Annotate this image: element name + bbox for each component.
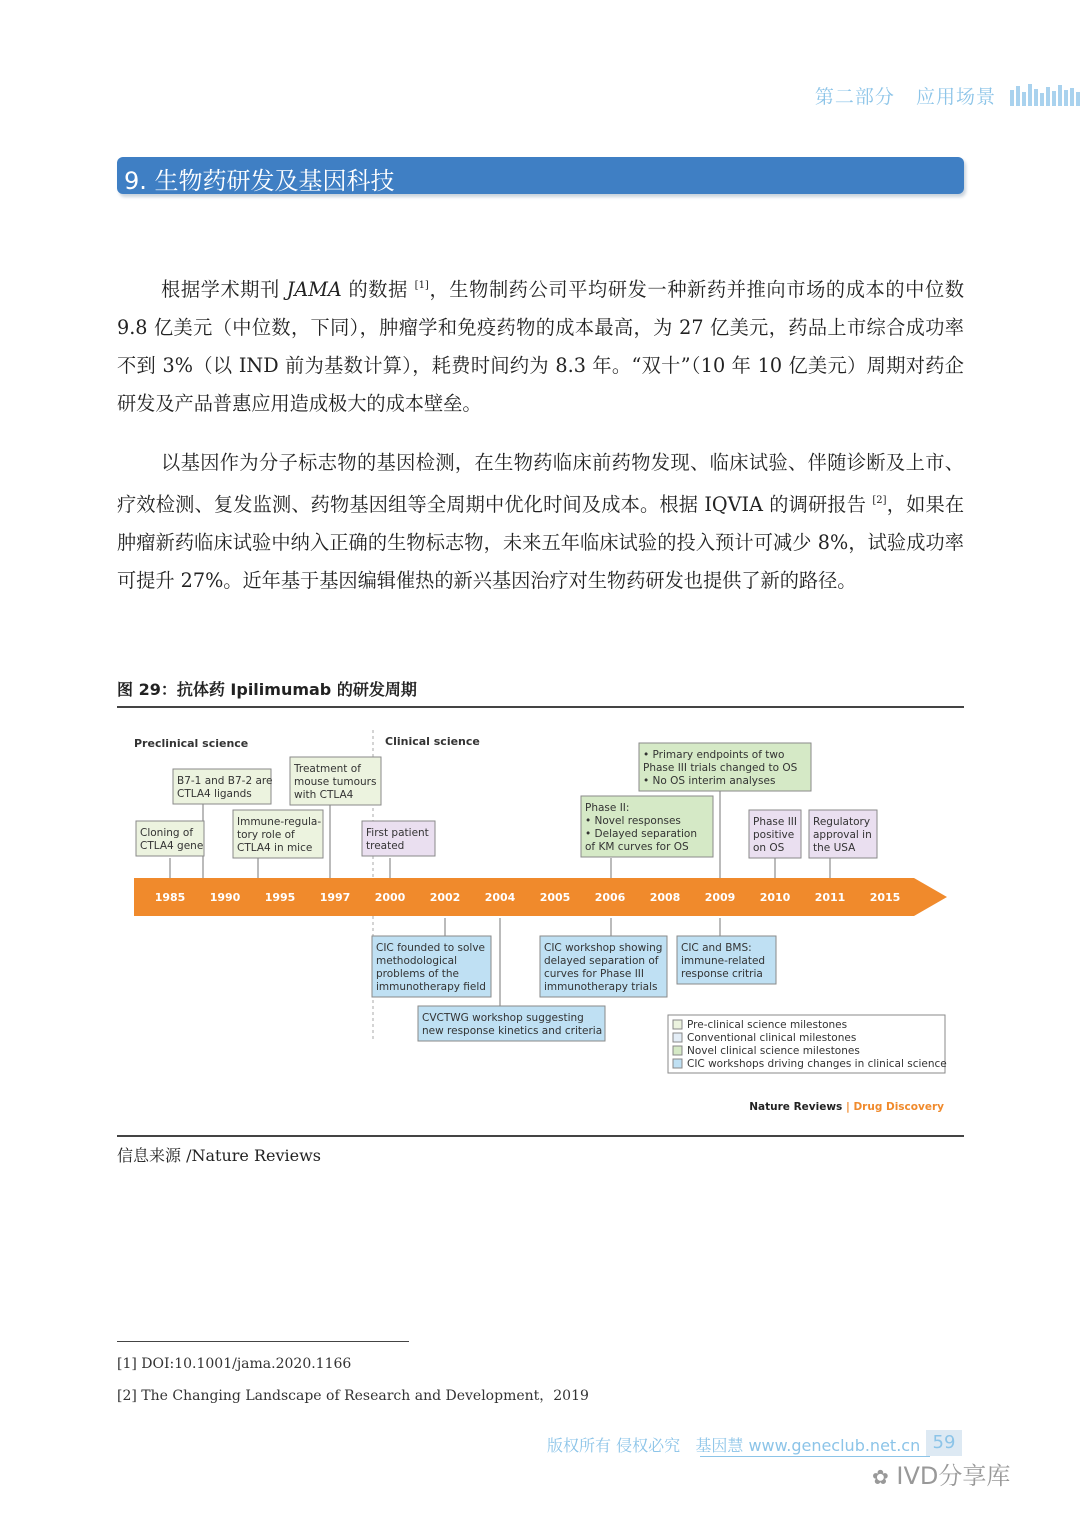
journal-name: JAMA bbox=[286, 278, 342, 301]
box-line-first-1: treated bbox=[366, 840, 405, 852]
box-line-phase3-2: on OS bbox=[753, 842, 785, 854]
box-line-immune-2: CTLA4 in mice bbox=[237, 842, 313, 854]
wechat-icon: ✿ bbox=[872, 1465, 889, 1489]
box-b7-ligands bbox=[173, 769, 272, 804]
box-line-cloning-1: CTLA4 gene bbox=[140, 840, 204, 852]
box-line-cic_bms-1: immune-related bbox=[681, 955, 766, 967]
box-cic-bms bbox=[677, 936, 776, 984]
box-line-regulatory-2: the USA bbox=[813, 842, 856, 854]
timeline-figure bbox=[117, 712, 964, 1132]
box-primary-endpoints bbox=[639, 743, 811, 791]
header-bars-decoration bbox=[1010, 84, 1080, 106]
figure-bottom-rule bbox=[117, 1135, 964, 1137]
section-title: 9. 生物药研发及基因科技 bbox=[124, 167, 395, 195]
box-line-cic_bms-0: CIC and BMS: bbox=[681, 942, 752, 954]
box-line-phase3-1: positive bbox=[753, 829, 795, 841]
paragraph-2: 以基因作为分子标志物的基因检测，在生物药临床前药物发现、临床试验、伴随诊断及上市、疗效检测、复发监测、药物基因组等全周期中优化时间及成本。根据 IQVIA 的调研报告 [2]，如果在肿瘤新药临床试验中纳入正确的生物标志物，未来五年临床试验的投入预计可减少 8%，试验成功率可提升 27%。近年基于基因编辑催热的新兴基因治疗对生物药研发也提供了新的路径。 bbox=[117, 451, 965, 592]
box-line-cic_workshop-3: immunotherapy trials bbox=[544, 981, 658, 993]
box-phase3-positive bbox=[749, 810, 801, 858]
year-label-2004: 2004 bbox=[484, 891, 516, 904]
box-line-primary-0: • Primary endpoints of two bbox=[643, 749, 785, 761]
box-line-cic_founded-1: methodological bbox=[376, 955, 458, 967]
running-header bbox=[815, 82, 996, 109]
ref-2: [2] bbox=[872, 495, 887, 506]
box-phase2 bbox=[581, 796, 713, 857]
figure-legend bbox=[668, 1015, 947, 1073]
footer-copyright: 版权所有 侵权必究 bbox=[547, 1436, 681, 1455]
year-label-2006: 2006 bbox=[594, 891, 626, 904]
box-line-cic_workshop-0: CIC workshop showing bbox=[544, 942, 663, 954]
page-number: 59 bbox=[926, 1430, 962, 1456]
box-line-phase2-3: of KM curves for OS bbox=[585, 841, 689, 853]
box-cvctwg-workshop bbox=[418, 1006, 605, 1041]
year-label-1990: 1990 bbox=[209, 891, 241, 904]
figure-caption: 图 29：抗体药 Ipilimumab 的研发周期 bbox=[117, 680, 417, 699]
box-treatment-mouse bbox=[290, 757, 381, 805]
box-line-cic_bms-2: response critria bbox=[681, 968, 763, 980]
box-line-phase2-2: • Delayed separation bbox=[585, 828, 697, 840]
legend-swatch-1 bbox=[673, 1033, 682, 1042]
box-first-patient bbox=[362, 821, 435, 856]
section-title-bar bbox=[117, 157, 964, 194]
footer-site: 基因慧 www.geneclub.net.cn bbox=[695, 1436, 921, 1455]
box-line-cvctwg-1: new response kinetics and criteria bbox=[422, 1025, 603, 1037]
preclinical-label: Preclinical science bbox=[134, 737, 249, 750]
clinical-label: Clinical science bbox=[385, 735, 480, 748]
box-line-phase3-0: Phase III bbox=[753, 816, 797, 828]
figure-source: 信息来源 /Nature Reviews bbox=[117, 1146, 322, 1165]
box-line-cic_workshop-1: delayed separation of bbox=[544, 955, 659, 967]
box-line-cic_workshop-2: curves for Phase III bbox=[544, 968, 644, 980]
box-line-b7-1: CTLA4 ligands bbox=[177, 788, 252, 800]
legend-swatch-3 bbox=[673, 1059, 682, 1068]
year-label-1995: 1995 bbox=[264, 891, 296, 904]
year-label-2002: 2002 bbox=[429, 891, 461, 904]
footnote-rule bbox=[117, 1341, 409, 1342]
year-label-2008: 2008 bbox=[649, 891, 681, 904]
header-section: 第二部分 bbox=[814, 86, 895, 108]
year-label-1997: 1997 bbox=[319, 891, 351, 904]
year-label-2010: 2010 bbox=[759, 891, 791, 904]
header-chapter: 应用场景 bbox=[915, 86, 996, 108]
legend-swatch-2 bbox=[673, 1046, 682, 1055]
year-label-2005: 2005 bbox=[539, 891, 571, 904]
legend-label-1: Conventional clinical milestones bbox=[687, 1032, 857, 1044]
year-label-2000: 2000 bbox=[374, 891, 406, 904]
footnote-2: [2] The Changing Landscape of Research and Development，2019 bbox=[117, 1388, 589, 1404]
year-label-1985: 1985 bbox=[154, 891, 186, 904]
box-line-immune-1: tory role of bbox=[237, 829, 295, 841]
box-line-phase2-0: Phase II: bbox=[585, 802, 630, 814]
footnote-1: [1] DOI:10.1001/jama.2020.1166 bbox=[117, 1356, 352, 1372]
box-cloning-ctla4 bbox=[136, 821, 204, 856]
box-line-treatment-2: with CTLA4 bbox=[294, 789, 354, 801]
year-label-2011: 2011 bbox=[814, 891, 846, 904]
box-immune-regulatory bbox=[233, 810, 323, 858]
footer-text bbox=[547, 1433, 920, 1456]
box-line-treatment-1: mouse tumours bbox=[294, 776, 377, 788]
box-line-cvctwg-0: CVCTWG workshop suggesting bbox=[422, 1012, 584, 1024]
box-line-cic_founded-2: problems of the bbox=[376, 968, 459, 980]
figure-credit: Nature Reviews | Drug Discovery bbox=[749, 1101, 944, 1113]
box-line-first-0: First patient bbox=[366, 827, 429, 839]
figure-top-rule bbox=[117, 706, 964, 708]
box-line-regulatory-0: Regulatory bbox=[813, 816, 871, 828]
legend-swatch-0 bbox=[673, 1020, 682, 1029]
paragraph-1: 根据学术期刊 JAMA 的数据 [1]，生物制药公司平均研发一种新药并推向市场的成本的中位数 9.8 亿美元（中位数，下同），肿瘤学和免疫药物的成本最高，为 27 亿美元，药品上市综合成功率不到 3%（以 IND 前为基数计算），耗费时间约为 8.3 年。“双十”（10 年 10 亿美元）周期对药企研发及产品普惠应用造成极大的成本壁垒。 bbox=[117, 278, 965, 415]
box-line-b7-0: B7-1 and B7-2 are bbox=[177, 775, 273, 787]
year-label-2009: 2009 bbox=[704, 891, 736, 904]
box-line-cloning-0: Cloning of bbox=[140, 827, 194, 839]
box-line-phase2-1: • Novel responses bbox=[585, 815, 681, 827]
box-line-cic_founded-0: CIC founded to solve bbox=[376, 942, 486, 954]
box-line-immune-0: Immune-regula- bbox=[237, 816, 322, 828]
watermark: ✿ IVD分享库 bbox=[872, 1462, 1011, 1490]
box-cic-founded bbox=[372, 936, 491, 997]
box-line-regulatory-1: approval in bbox=[813, 829, 872, 841]
box-line-treatment-0: Treatment of bbox=[294, 763, 361, 775]
box-cic-workshop bbox=[540, 936, 667, 997]
legend-label-2: Novel clinical science milestones bbox=[687, 1045, 860, 1057]
box-line-cic_founded-3: immunotherapy field bbox=[376, 981, 486, 993]
year-label-2015: 2015 bbox=[869, 891, 901, 904]
box-line-primary-2: • No OS interim analyses bbox=[643, 775, 776, 787]
ref-1: [1] bbox=[414, 280, 429, 291]
legend-label-0: Pre-clinical science milestones bbox=[687, 1019, 848, 1031]
box-regulatory-approval bbox=[809, 810, 877, 858]
legend-label-3: CIC workshops driving changes in clinical science bbox=[687, 1058, 947, 1070]
box-line-primary-1: Phase III trials changed to OS bbox=[643, 762, 798, 774]
